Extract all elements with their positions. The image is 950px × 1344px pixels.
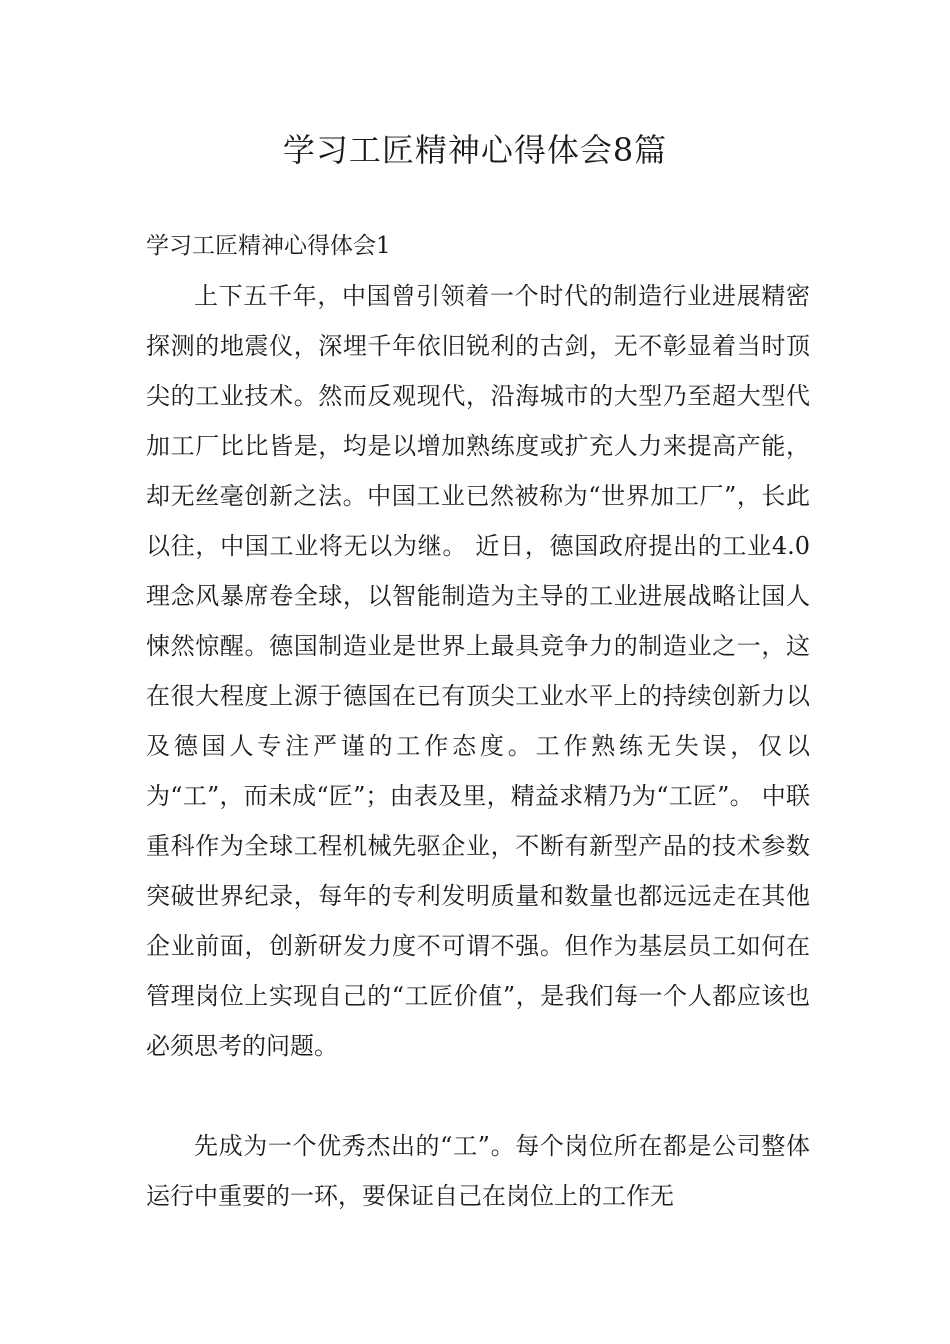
section-heading: 学习工匠精神心得体会1 [146, 233, 391, 259]
body-paragraph-2: 先成为一个优秀杰出的“工”。每个岗位所在都是公司整体运行中重要的一环，要保证自己在岗位上的工作无 [146, 1132, 810, 1210]
body-paragraph-1: 上下五千年，中国曾引领着一个时代的制造行业进展精密探测的地震仪，深埋千年依旧锐利的古剑，无不彰显着当时顶尖的工业技术。然而反观现代，沿海城市的大型乃至超大型代加工厂比比皆是，均是以增加熟练度或扩充人力来提高产能，却无丝毫创新之法。中国工业已然被称为“世界加工厂”，长此以往，中国工业将无以为继。 近日，德国政府提出的工业4.0理念风暴席卷全球，以智能制造为主导的工业进展战略让国人悚然惊醒。德国制造业是世界上最具竞争力的制造业之一，这在很大程度上源于德国在已有顶尖工业水平上的持续创新力以及德国人专注严谨的工作态度。工作熟练无失误，仅以为“工”，而未成“匠”；由表及里，精益求精乃为“工匠”。 中联重科作为全球工程机械先驱企业，不断有新型产品的技术参数突破世界纪录，每年的专利发明质量和数量也都远远走在其他企业前面，创新研发力度不可谓不强。但作为基层员工如何在管理岗位上实现自己的“工匠价值”，是我们每一个人都应该也必须思考的问题。 [146, 282, 810, 1060]
document-title: 学习工匠精神心得体会8篇 [282, 131, 668, 169]
